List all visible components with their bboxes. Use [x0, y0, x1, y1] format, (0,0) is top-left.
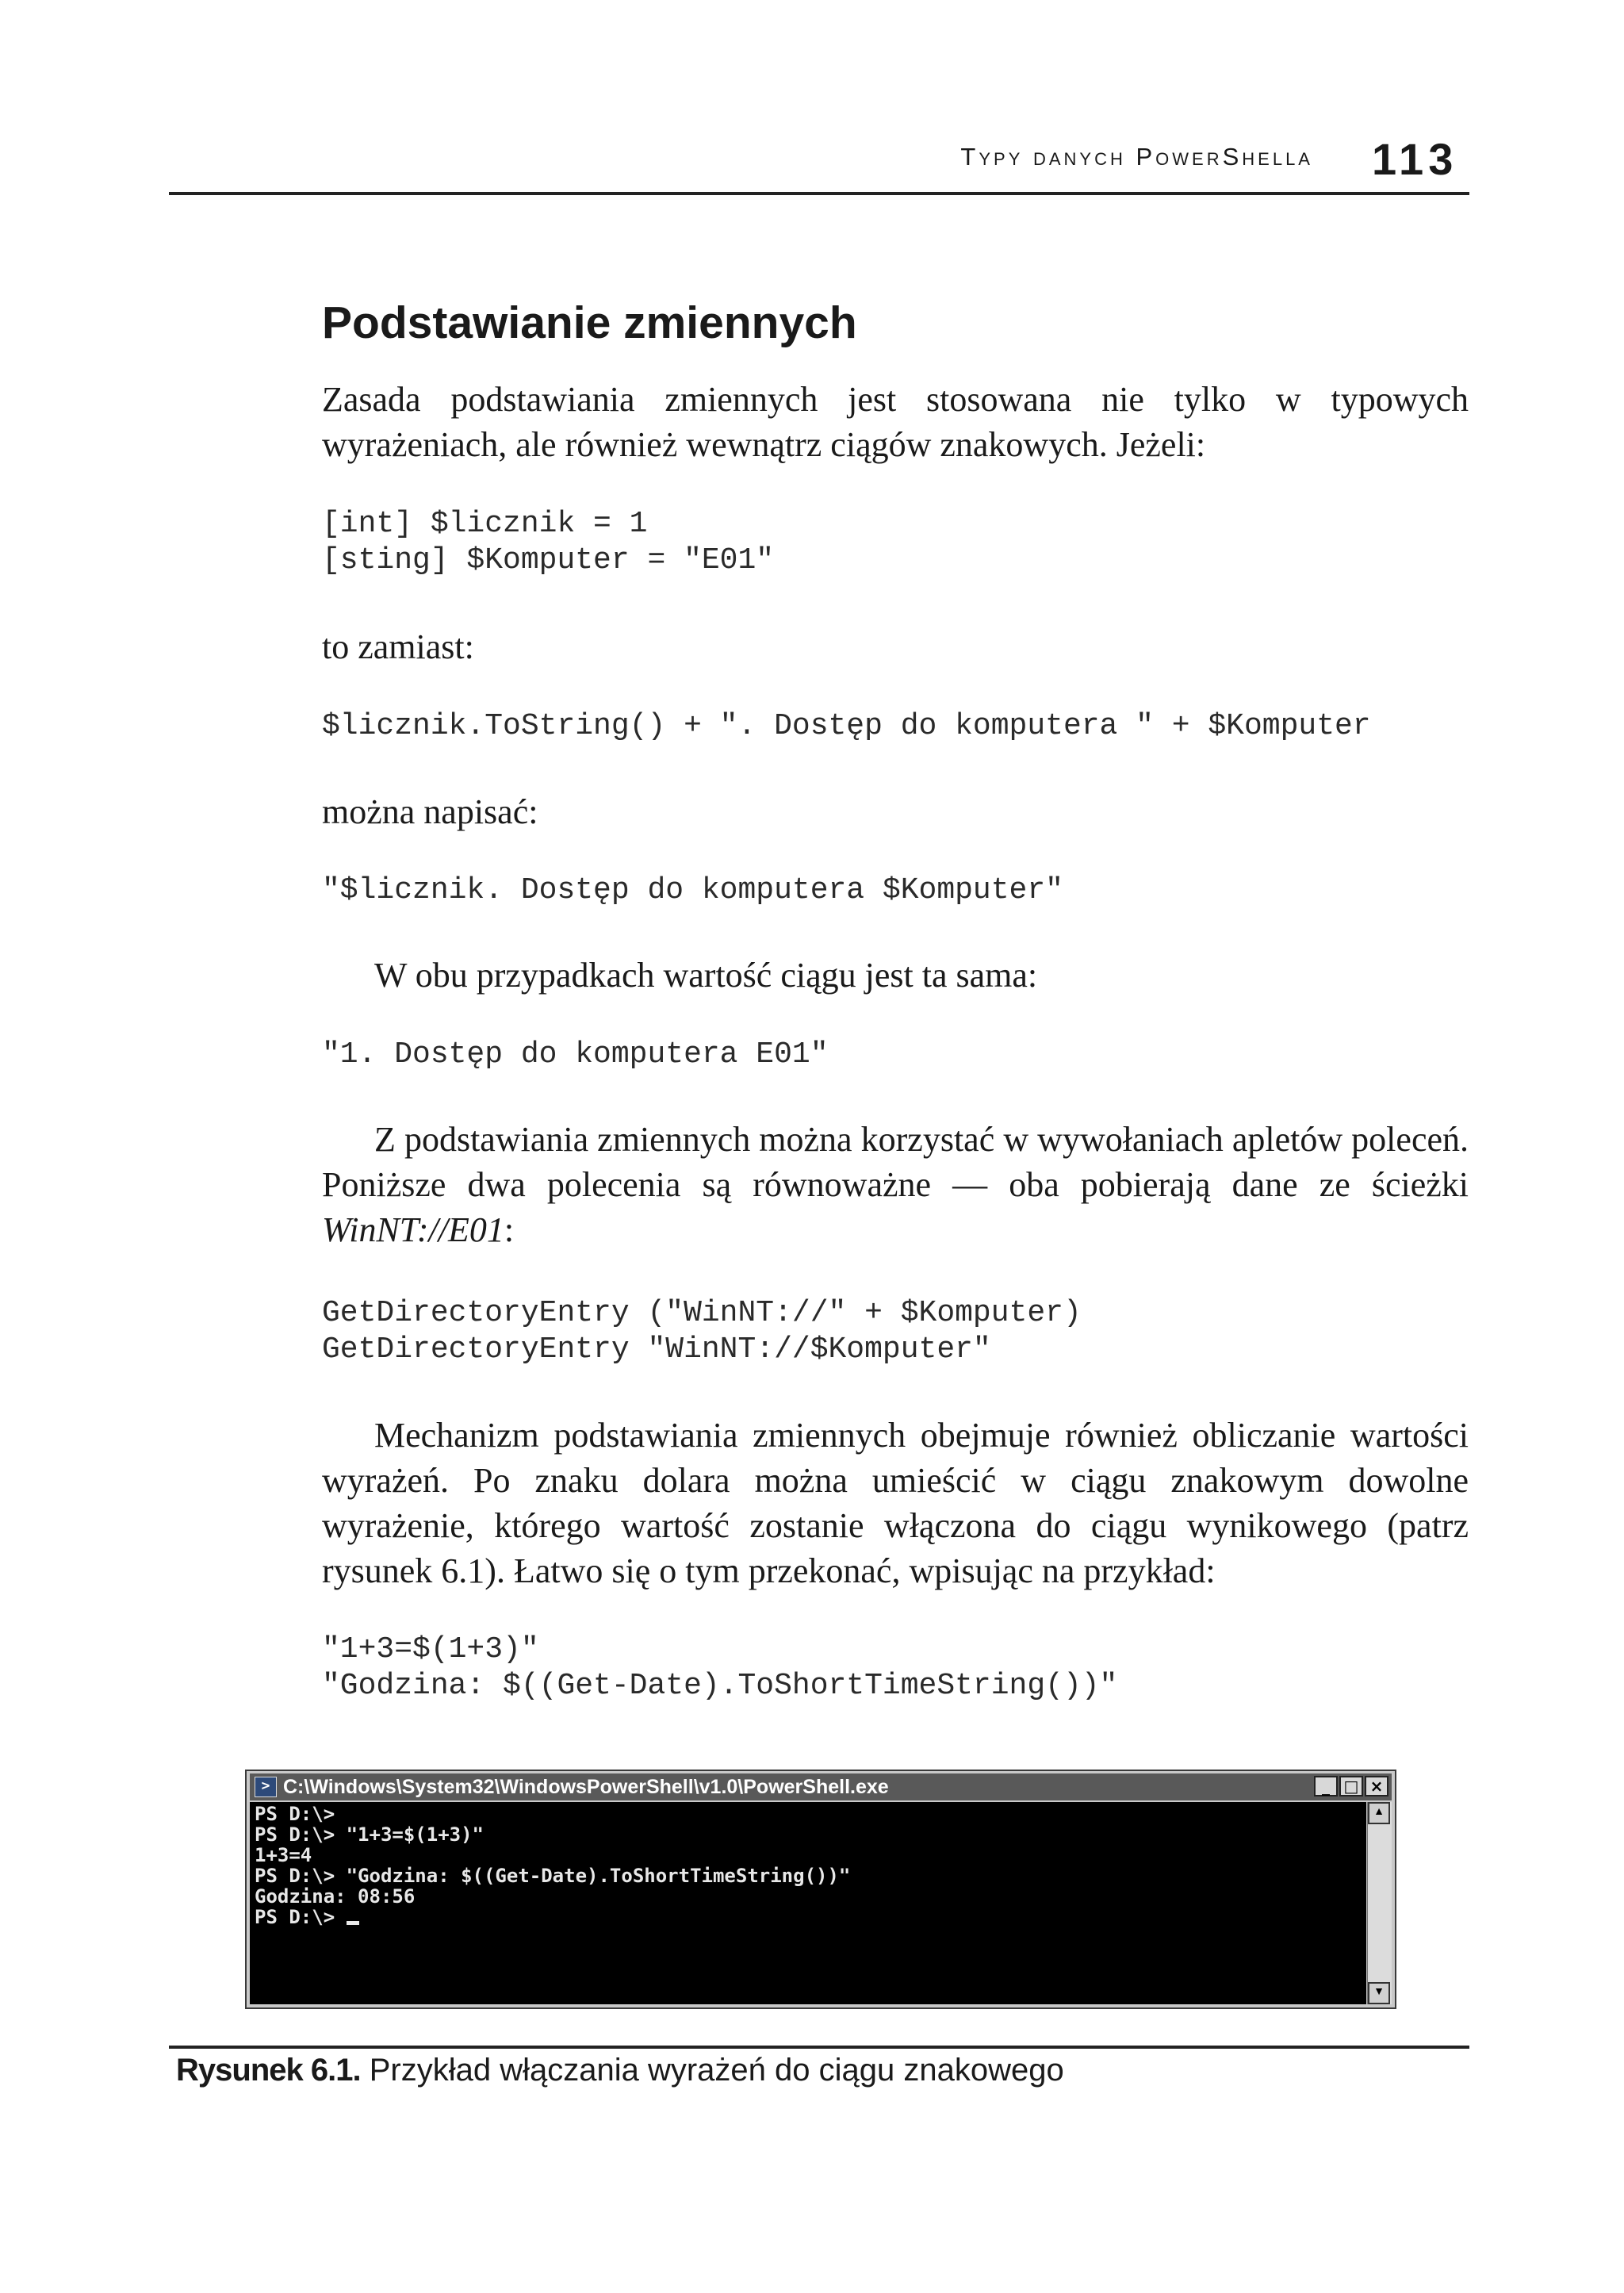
paragraph-1: Zasada podstawiania zmiennych jest stosowana nie tylko w typowych wyrażeniach, ale również wewnątrz ciągów znakowych. Jeżeli: [322, 380, 1469, 464]
code-block-2: $licznik.ToString() + ". Dostęp do komputera " + $Komputer [322, 709, 1371, 743]
terminal-text: PS D:\> PS D:\> "1+3=$(1+3)" 1+3=4 PS D:\> "Godzina: $((Get-Date).ToShortTimeString())" Godzina: 08:56 PS D:\> [255, 1803, 851, 1928]
powershell-window [245, 1770, 1396, 2009]
close-button[interactable]: × [1365, 1776, 1388, 1796]
scroll-up-arrow-icon[interactable]: ▲ [1368, 1802, 1390, 1824]
section-heading: Podstawianie zmiennych [322, 297, 857, 348]
paragraph-5-text: Z podstawiania zmiennych można korzystać w wywołaniach apletów poleceń. Poniższe dwa polecenia są równoważne — oba pobierają dane ze ścieżki [322, 1120, 1469, 1204]
maximize-button[interactable]: □ [1339, 1776, 1363, 1796]
figure-label: Rysunek 6.1. [176, 2053, 361, 2088]
header-rule [169, 192, 1469, 195]
paragraph-4: W obu przypadkach wartość ciągu jest ta sama: [374, 956, 1038, 995]
code-block-1: [int] $licznik = 1 [sting] $Komputer = "E01" [322, 507, 775, 577]
code-block-3: "$licznik. Dostęp do komputera $Komputer" [322, 873, 1063, 907]
scroll-down-arrow-icon[interactable]: ▼ [1368, 1982, 1390, 2004]
window-controls [1314, 1776, 1388, 1796]
window-title: C:\Windows\System32\WindowsPowerShell\v1.0\PowerShell.exe [283, 1775, 889, 1798]
text-cursor [347, 1921, 359, 1925]
minimize-button[interactable]: _ [1314, 1776, 1338, 1796]
window-titlebar[interactable] [250, 1773, 1392, 1800]
code-block-6: "1+3=$(1+3)" "Godzina: $((Get-Date).ToShortTimeString())" [322, 1632, 1118, 1703]
code-block-4: "1. Dostęp do komputera E01" [322, 1037, 829, 1072]
paragraph-5-end: : [504, 1210, 515, 1249]
terminal-output[interactable] [250, 1802, 1366, 2004]
page-number: 113 [1372, 134, 1458, 184]
paragraph-5 [322, 1117, 1469, 1252]
figure-caption [176, 2053, 1064, 2088]
powershell-icon: > [255, 1777, 277, 1797]
vertical-scrollbar[interactable] [1367, 1802, 1392, 2004]
paragraph-3: można napisać: [322, 792, 538, 831]
paragraph-6: Mechanizm podstawiania zmiennych obejmuje również obliczanie wartości wyrażeń. Po znaku dolara można umieścić w ciągu znakowym dowolne wyrażenie, którego wartość zostanie włączona do ciągu wynikowego (patrz rysunek 6.1). Łatwo się o tym przekonać, wpisując na przykład: [322, 1416, 1469, 1590]
paragraph-2: to zamiast: [322, 627, 474, 666]
caption-rule [169, 2046, 1469, 2049]
path-winnt: WinNT://E01 [322, 1210, 504, 1249]
running-header: Typy danych PowerShella [960, 143, 1313, 171]
figure-caption-text: Przykład włączania wyrażeń do ciągu znakowego [369, 2053, 1064, 2088]
code-block-5: GetDirectoryEntry ("WinNT://" + $Komputer) GetDirectoryEntry "WinNT://$Komputer" [322, 1296, 1082, 1367]
